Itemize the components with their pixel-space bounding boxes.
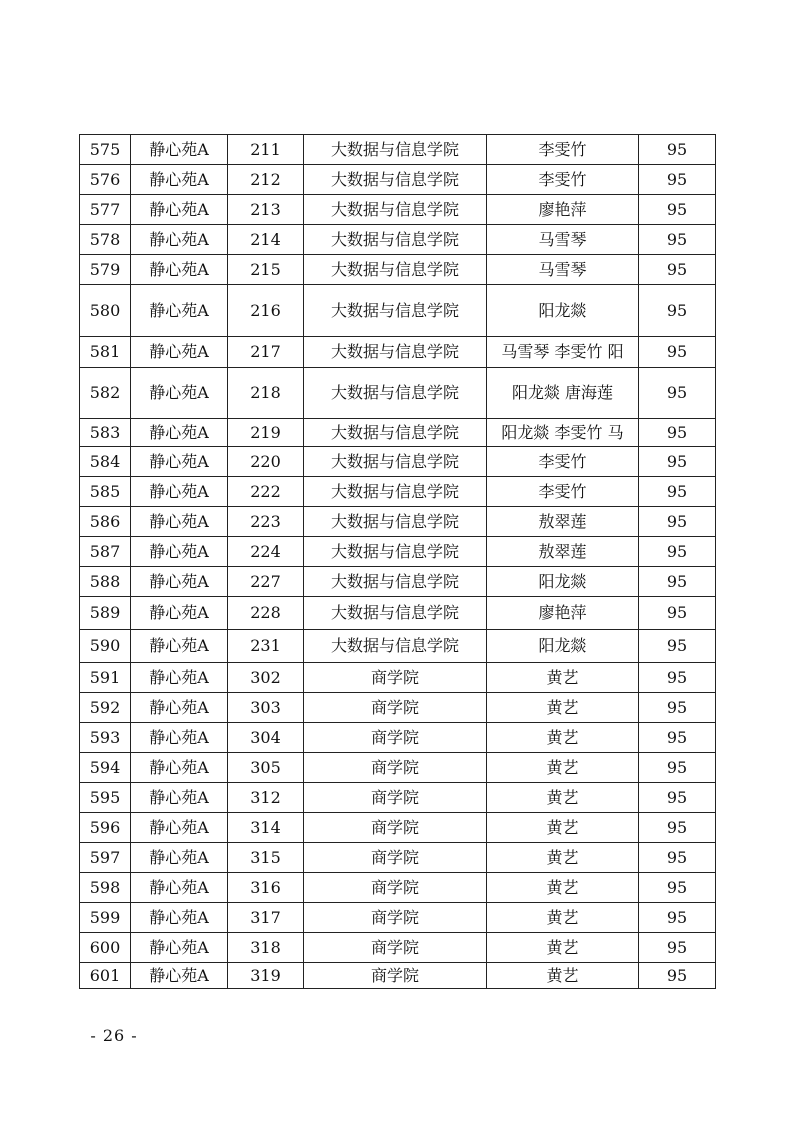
staff-names: 黄艺 — [487, 903, 639, 933]
row-number: 597 — [80, 843, 131, 873]
score: 95 — [639, 447, 716, 477]
row-number: 593 — [80, 723, 131, 753]
staff-names: 阳龙燚 — [487, 630, 639, 663]
score: 95 — [639, 195, 716, 225]
college-name: 大数据与信息学院 — [304, 537, 487, 567]
staff-names: 马雪琴 — [487, 255, 639, 285]
table-row — [80, 843, 716, 873]
table-row — [80, 597, 716, 630]
building-name: 静心苑A — [131, 337, 228, 368]
room-number: 314 — [228, 813, 304, 843]
score: 95 — [639, 567, 716, 597]
score: 95 — [639, 507, 716, 537]
building-name: 静心苑A — [131, 195, 228, 225]
building-name: 静心苑A — [131, 165, 228, 195]
score: 95 — [639, 753, 716, 783]
table-row — [80, 337, 716, 368]
room-number: 228 — [228, 597, 304, 630]
score: 95 — [639, 597, 716, 630]
staff-names: 李雯竹 — [487, 135, 639, 165]
building-name: 静心苑A — [131, 783, 228, 813]
table-row — [80, 165, 716, 195]
building-name: 静心苑A — [131, 933, 228, 963]
staff-names: 黄艺 — [487, 963, 639, 989]
table-row — [80, 507, 716, 537]
score: 95 — [639, 903, 716, 933]
room-number: 218 — [228, 368, 304, 419]
college-name: 大数据与信息学院 — [304, 419, 487, 447]
score: 95 — [639, 285, 716, 337]
building-name: 静心苑A — [131, 597, 228, 630]
score: 95 — [639, 813, 716, 843]
college-name: 商学院 — [304, 873, 487, 903]
staff-names: 黄艺 — [487, 693, 639, 723]
table-row — [80, 537, 716, 567]
table-row — [80, 723, 716, 753]
staff-names: 黄艺 — [487, 933, 639, 963]
table-row — [80, 630, 716, 663]
staff-names: 敖翠莲 — [487, 507, 639, 537]
room-number: 212 — [228, 165, 304, 195]
table-row — [80, 285, 716, 337]
building-name: 静心苑A — [131, 873, 228, 903]
table-row — [80, 368, 716, 419]
room-number: 312 — [228, 783, 304, 813]
table-row — [80, 225, 716, 255]
row-number: 575 — [80, 135, 131, 165]
staff-names: 马雪琴 李雯竹 阳 — [487, 337, 639, 368]
score: 95 — [639, 368, 716, 419]
score: 95 — [639, 630, 716, 663]
row-number: 586 — [80, 507, 131, 537]
dormitory-score-table — [79, 134, 716, 989]
row-number: 577 — [80, 195, 131, 225]
staff-names: 黄艺 — [487, 783, 639, 813]
row-number: 584 — [80, 447, 131, 477]
row-number: 594 — [80, 753, 131, 783]
score: 95 — [639, 843, 716, 873]
staff-names: 黄艺 — [487, 813, 639, 843]
score: 95 — [639, 337, 716, 368]
room-number: 217 — [228, 337, 304, 368]
room-number: 319 — [228, 963, 304, 989]
table-row — [80, 419, 716, 447]
building-name: 静心苑A — [131, 135, 228, 165]
room-number: 220 — [228, 447, 304, 477]
staff-names: 李雯竹 — [487, 447, 639, 477]
row-number: 589 — [80, 597, 131, 630]
building-name: 静心苑A — [131, 663, 228, 693]
score: 95 — [639, 419, 716, 447]
college-name: 大数据与信息学院 — [304, 507, 487, 537]
table-row — [80, 663, 716, 693]
college-name: 商学院 — [304, 693, 487, 723]
row-number: 598 — [80, 873, 131, 903]
college-name: 大数据与信息学院 — [304, 255, 487, 285]
college-name: 商学院 — [304, 903, 487, 933]
college-name: 大数据与信息学院 — [304, 597, 487, 630]
room-number: 215 — [228, 255, 304, 285]
room-number: 231 — [228, 630, 304, 663]
building-name: 静心苑A — [131, 753, 228, 783]
building-name: 静心苑A — [131, 507, 228, 537]
room-number: 211 — [228, 135, 304, 165]
college-name: 大数据与信息学院 — [304, 477, 487, 507]
score: 95 — [639, 135, 716, 165]
table-row — [80, 933, 716, 963]
room-number: 304 — [228, 723, 304, 753]
score: 95 — [639, 477, 716, 507]
row-number: 588 — [80, 567, 131, 597]
room-number: 302 — [228, 663, 304, 693]
score: 95 — [639, 783, 716, 813]
building-name: 静心苑A — [131, 813, 228, 843]
room-number: 318 — [228, 933, 304, 963]
table-row — [80, 873, 716, 903]
room-number: 216 — [228, 285, 304, 337]
building-name: 静心苑A — [131, 630, 228, 663]
college-name: 大数据与信息学院 — [304, 195, 487, 225]
row-number: 578 — [80, 225, 131, 255]
staff-names: 敖翠莲 — [487, 537, 639, 567]
building-name: 静心苑A — [131, 903, 228, 933]
row-number: 601 — [80, 963, 131, 989]
room-number: 303 — [228, 693, 304, 723]
score: 95 — [639, 963, 716, 989]
table-row — [80, 135, 716, 165]
college-name: 大数据与信息学院 — [304, 368, 487, 419]
college-name: 商学院 — [304, 723, 487, 753]
building-name: 静心苑A — [131, 255, 228, 285]
staff-names: 廖艳萍 — [487, 195, 639, 225]
college-name: 大数据与信息学院 — [304, 165, 487, 195]
staff-names: 廖艳萍 — [487, 597, 639, 630]
college-name: 大数据与信息学院 — [304, 337, 487, 368]
table-row — [80, 963, 716, 989]
score: 95 — [639, 933, 716, 963]
room-number: 222 — [228, 477, 304, 507]
score: 95 — [639, 165, 716, 195]
row-number: 592 — [80, 693, 131, 723]
building-name: 静心苑A — [131, 447, 228, 477]
row-number: 581 — [80, 337, 131, 368]
building-name: 静心苑A — [131, 723, 228, 753]
building-name: 静心苑A — [131, 537, 228, 567]
table-row — [80, 195, 716, 225]
row-number: 587 — [80, 537, 131, 567]
table-row — [80, 477, 716, 507]
building-name: 静心苑A — [131, 285, 228, 337]
room-number: 214 — [228, 225, 304, 255]
table-row — [80, 693, 716, 723]
row-number: 595 — [80, 783, 131, 813]
college-name: 商学院 — [304, 843, 487, 873]
table-row — [80, 255, 716, 285]
row-number: 583 — [80, 419, 131, 447]
row-number: 590 — [80, 630, 131, 663]
staff-names: 黄艺 — [487, 663, 639, 693]
room-number: 227 — [228, 567, 304, 597]
staff-names: 马雪琴 — [487, 225, 639, 255]
row-number: 585 — [80, 477, 131, 507]
row-number: 591 — [80, 663, 131, 693]
staff-names: 黄艺 — [487, 873, 639, 903]
building-name: 静心苑A — [131, 419, 228, 447]
college-name: 大数据与信息学院 — [304, 225, 487, 255]
building-name: 静心苑A — [131, 567, 228, 597]
college-name: 大数据与信息学院 — [304, 135, 487, 165]
staff-names: 阳龙燚 — [487, 285, 639, 337]
room-number: 224 — [228, 537, 304, 567]
building-name: 静心苑A — [131, 225, 228, 255]
building-name: 静心苑A — [131, 693, 228, 723]
page-number: - 26 - — [90, 1026, 138, 1045]
staff-names: 黄艺 — [487, 753, 639, 783]
room-number: 223 — [228, 507, 304, 537]
score: 95 — [639, 723, 716, 753]
college-name: 商学院 — [304, 783, 487, 813]
staff-names: 黄艺 — [487, 723, 639, 753]
college-name: 大数据与信息学院 — [304, 285, 487, 337]
room-number: 317 — [228, 903, 304, 933]
building-name: 静心苑A — [131, 963, 228, 989]
college-name: 商学院 — [304, 813, 487, 843]
score: 95 — [639, 873, 716, 903]
college-name: 大数据与信息学院 — [304, 567, 487, 597]
row-number: 580 — [80, 285, 131, 337]
college-name: 商学院 — [304, 753, 487, 783]
score: 95 — [639, 255, 716, 285]
college-name: 大数据与信息学院 — [304, 630, 487, 663]
table-row — [80, 567, 716, 597]
building-name: 静心苑A — [131, 477, 228, 507]
table-row — [80, 447, 716, 477]
row-number: 599 — [80, 903, 131, 933]
table-row — [80, 903, 716, 933]
college-name: 大数据与信息学院 — [304, 447, 487, 477]
staff-names: 阳龙燚 李雯竹 马 — [487, 419, 639, 447]
room-number: 305 — [228, 753, 304, 783]
building-name: 静心苑A — [131, 368, 228, 419]
table-row — [80, 753, 716, 783]
score: 95 — [639, 663, 716, 693]
staff-names: 阳龙燚 唐海莲 — [487, 368, 639, 419]
college-name: 商学院 — [304, 663, 487, 693]
room-number: 316 — [228, 873, 304, 903]
table-row — [80, 783, 716, 813]
staff-names: 李雯竹 — [487, 165, 639, 195]
row-number: 596 — [80, 813, 131, 843]
row-number: 579 — [80, 255, 131, 285]
room-number: 213 — [228, 195, 304, 225]
row-number: 582 — [80, 368, 131, 419]
room-number: 315 — [228, 843, 304, 873]
row-number: 600 — [80, 933, 131, 963]
college-name: 商学院 — [304, 933, 487, 963]
score: 95 — [639, 537, 716, 567]
building-name: 静心苑A — [131, 843, 228, 873]
score: 95 — [639, 693, 716, 723]
staff-names: 李雯竹 — [487, 477, 639, 507]
college-name: 商学院 — [304, 963, 487, 989]
score: 95 — [639, 225, 716, 255]
staff-names: 阳龙燚 — [487, 567, 639, 597]
staff-names: 黄艺 — [487, 843, 639, 873]
row-number: 576 — [80, 165, 131, 195]
table-row — [80, 813, 716, 843]
room-number: 219 — [228, 419, 304, 447]
